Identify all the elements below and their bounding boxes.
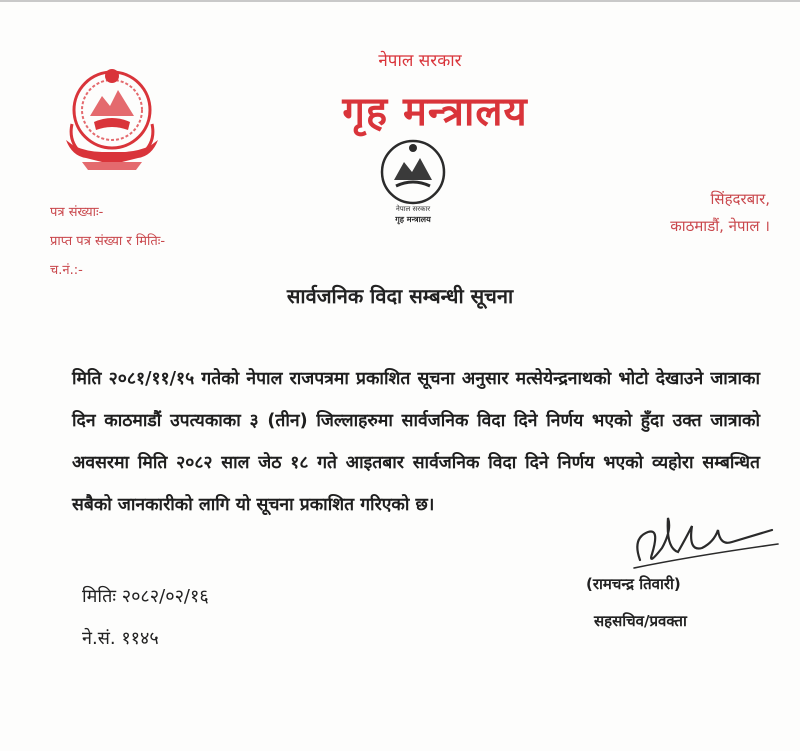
notice-title: सार्वजनिक विदा सम्बन्धी सूचना [286,284,514,308]
office-address [670,186,770,240]
ministry-title: गृह मन्त्रालय [342,89,528,135]
seal-text-line1: नेपाल सरकार [395,205,431,213]
seal-text-line2: गृह मन्त्रालय [395,215,431,224]
ministry-seal [372,132,454,226]
signatory-title: सहसचिव/प्रवक्ता [594,612,687,630]
page-edge [0,0,800,2]
address-line2: काठमाडौं, नेपाल । [670,217,770,235]
reference-fields [50,198,165,285]
dispatch-number-label: च.नं.:- [50,263,83,278]
received-letter-label: प्राप्त पत्र संख्या र मितिः- [50,234,166,249]
signature [622,508,782,578]
issue-date: मितिः २०८२/०२/१६ [82,586,209,607]
government-label: नेपाल सरकार [378,51,462,71]
notice-body: मिति २०८१/११/१५ गतेको नेपाल राजपत्रमा प्रकाशित सूचना अनुसार मत्सेयेन्द्रनाथको भोटो देखाउने जात्राका दिन काठमाडौं उपत्यकाका ३ (तीन) जिल्लाहरुमा सार्वजनिक विदा दिने निर्णय भएको हुँदा उक्त जात्राको अवसरमा मिति २०८२ साल जेठ १८ गते आइतबार सार्वजनिक विदा दिने निर्णय भएको व्यहोरा सम्बन्धित सबैको जानकारीको लागि यो सूचना प्रकाशित गरिएको छ। [72,369,760,515]
letter-number-label: पत्र संख्याः- [50,205,104,220]
nepal-sambat-number: ने.सं. ११४५ [82,628,159,649]
address-line1: सिंहदरबार, [710,190,770,208]
signatory-name: (रामचन्द्र तिवारी) [586,575,681,593]
